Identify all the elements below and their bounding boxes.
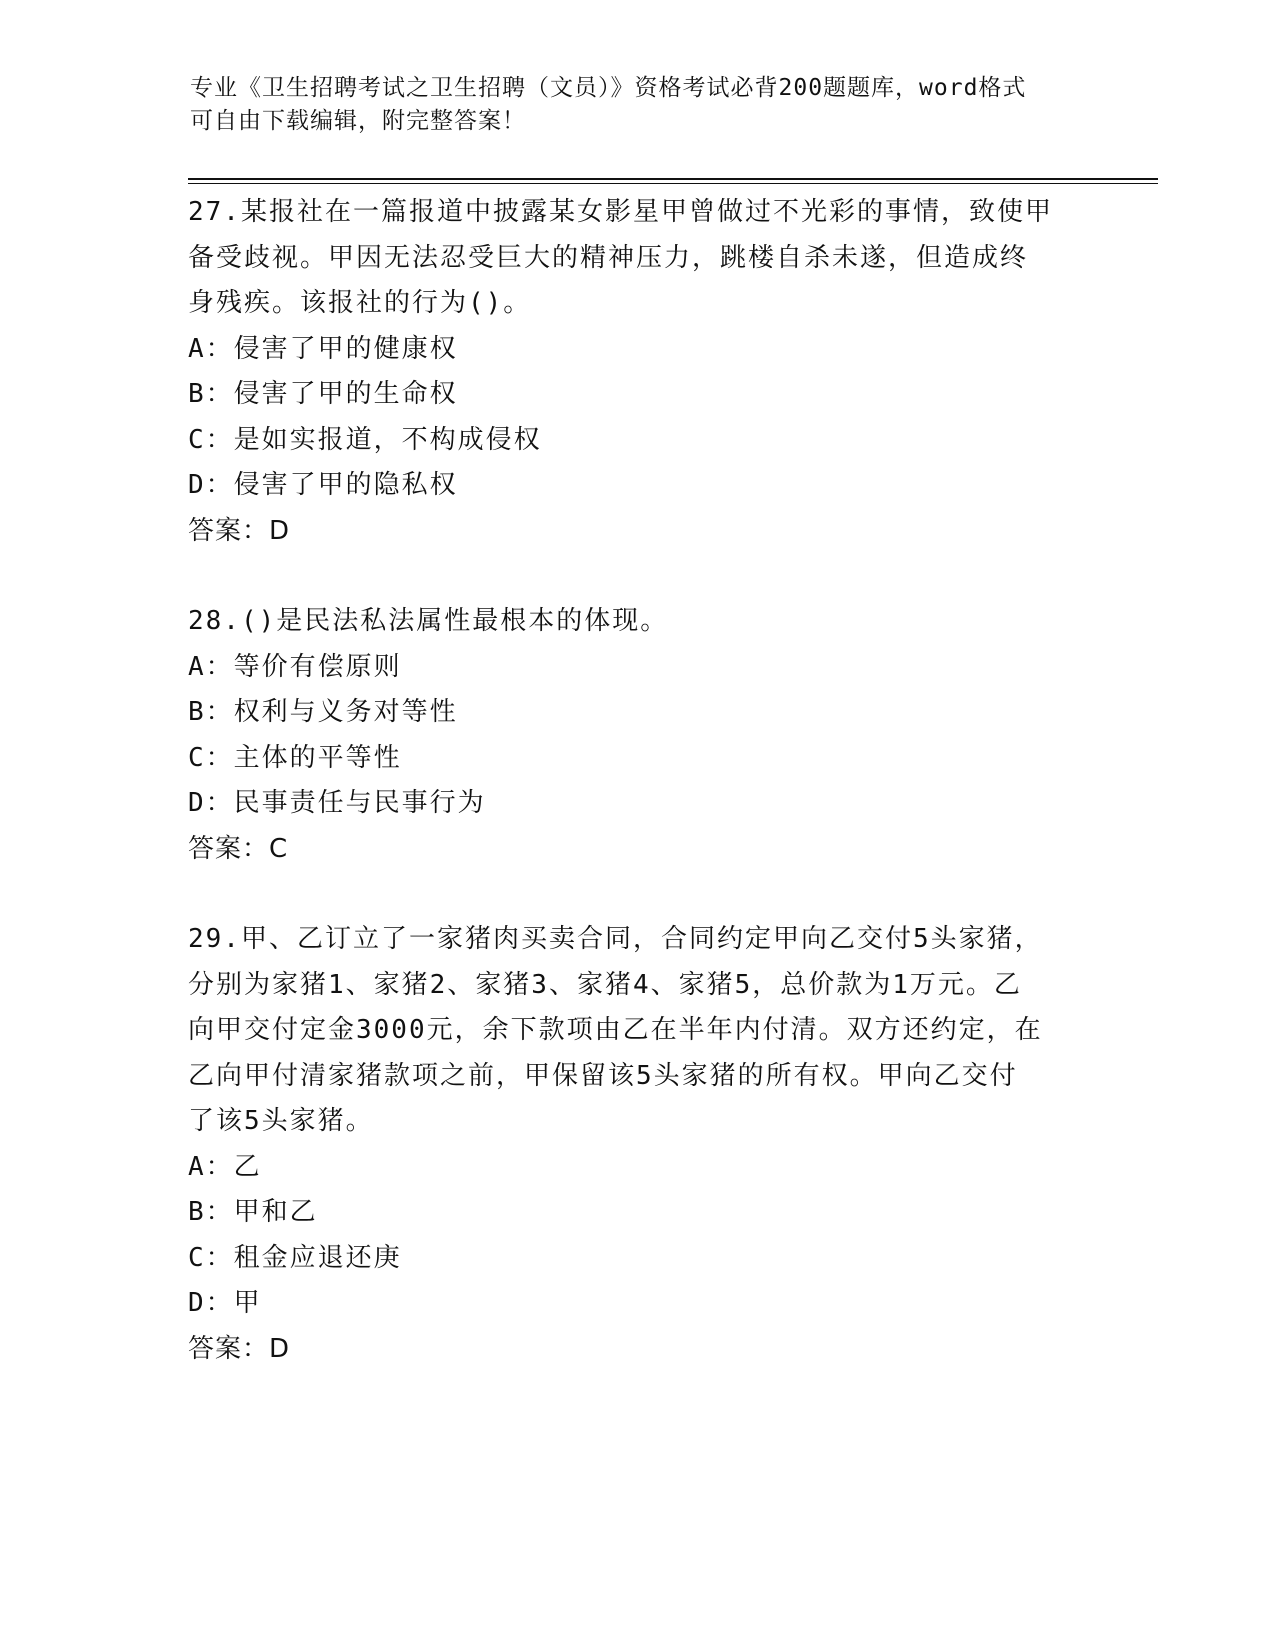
option-b: B：侵害了甲的生命权 <box>188 379 458 409</box>
question-27 <box>188 190 1088 554</box>
option-a: A：等价有偿原则 <box>188 651 402 682</box>
question-spacer <box>188 872 1088 917</box>
question-29 <box>188 917 1088 1372</box>
answer-line: 答案：D <box>188 515 291 546</box>
option-c: C：是如实报道，不构成侵权 <box>188 424 542 455</box>
document-header: 专业《卫生招聘考试之卫生招聘（文员）》资格考试必背200题题库，word格式 可自由下载编辑，附完整答案！ <box>190 75 1027 134</box>
question-stem: 28.()是民法私法属性最根本的体现。 <box>188 606 669 636</box>
question-list <box>188 190 1088 1372</box>
header-divider-thin <box>188 183 1158 184</box>
answer-line: 答案：C <box>188 833 289 864</box>
question-stem: 27.某报社在一篇报道中披露某女影星甲曾做过不光彩的事情，致使甲 备受歧视。甲因无法忍受巨大的精神压力，跳楼自杀未遂，但造成终 身残疾。该报社的行为()。 <box>188 197 1053 318</box>
option-c: C：主体的平等性 <box>188 742 402 773</box>
option-a: A：侵害了甲的健康权 <box>188 333 458 364</box>
question-spacer <box>188 554 1088 599</box>
option-b: B：甲和乙 <box>188 1197 318 1227</box>
question-stem: 29.甲、乙订立了一家猪肉买卖合同，合同约定甲向乙交付5头家猪， 分别为家猪1、家猪2、家猪3、家猪4、家猪5，总价款为1万元。乙 向甲交付定金3000元，余下款项由乙在半年内付清。双方还约定，在 乙向甲付清家猪款项之前，甲保留该5头家猪的所有权。甲向乙交付 了该5头家猪。 <box>188 924 1043 1136</box>
option-d: D：甲 <box>188 1288 262 1318</box>
header-divider-thick <box>188 178 1158 180</box>
option-b: B：权利与义务对等性 <box>188 697 458 727</box>
option-a: A：乙 <box>188 1151 262 1182</box>
option-d: D：民事责任与民事行为 <box>188 788 486 818</box>
option-c: C：租金应退还庚 <box>188 1242 402 1273</box>
answer-line: 答案：D <box>188 1333 291 1364</box>
option-d: D：侵害了甲的隐私权 <box>188 470 458 500</box>
question-28 <box>188 599 1088 872</box>
